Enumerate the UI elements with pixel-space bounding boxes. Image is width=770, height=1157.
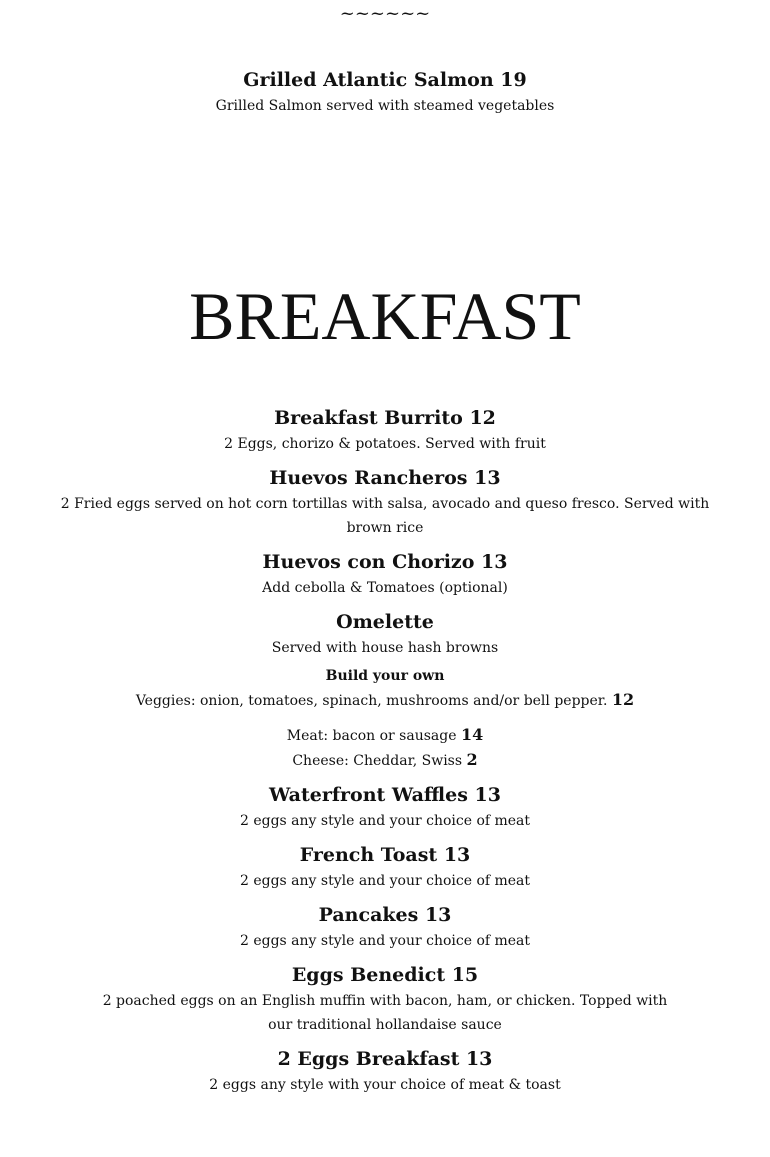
option-price: 12 <box>611 690 635 709</box>
omelette-option-cheese <box>0 748 770 773</box>
item-description: 2 eggs any style with your choice of meat & toast <box>209 1077 561 1093</box>
item-title: Huevos con Chorizo 13 <box>262 551 508 573</box>
item-title: Eggs Benedict 15 <box>291 964 479 986</box>
item-title: Omelette <box>336 611 434 633</box>
item-title: Huevos Rancheros 13 <box>269 467 501 489</box>
breakfast-list <box>0 404 770 1105</box>
item-title: Waterfront Waffles 13 <box>269 784 501 806</box>
menu-item-omelette <box>0 608 770 773</box>
item-title: 2 Eggs Breakfast 13 <box>277 1048 493 1070</box>
option-text: Cheese: Cheddar, Swiss <box>292 753 463 769</box>
option-price: 14 <box>460 725 484 744</box>
item-description: 2 Fried eggs served on hot corn tortillas with salsa, avocado and queso fresco. Served with brown rice <box>60 496 710 536</box>
build-your-own-heading: Build your own <box>325 668 445 684</box>
menu-item-huevos-con-chorizo <box>0 548 770 600</box>
option-price: 2 <box>466 750 478 769</box>
menu-item-huevos-rancheros <box>0 464 770 540</box>
salmon-item <box>0 66 770 118</box>
omelette-option-veggies <box>0 688 770 713</box>
item-description: 2 eggs any style and your choice of meat <box>239 933 531 949</box>
option-text: Meat: bacon or sausage <box>286 728 457 744</box>
menu-item-breakfast-burrito <box>0 404 770 456</box>
item-title: French Toast 13 <box>299 844 471 866</box>
menu-item-two-eggs-breakfast <box>0 1045 770 1097</box>
item-description: Grilled Salmon served with steamed vegetables <box>215 98 555 114</box>
menu-item-french-toast <box>0 841 770 893</box>
item-description: 2 eggs any style and your choice of meat <box>239 813 531 829</box>
item-description: 2 poached eggs on an English muffin with bacon, ham, or chicken. Topped with our traditional hollandaise sauce <box>102 993 668 1033</box>
omelette-option-meat <box>0 723 770 748</box>
divider: ~~~~~~ <box>339 3 431 24</box>
option-text: Veggies: onion, tomatoes, spinach, mushrooms and/or bell pepper. <box>135 693 608 709</box>
item-description: Served with house hash browns <box>271 640 499 656</box>
item-title: Grilled Atlantic Salmon 19 <box>243 69 527 91</box>
item-description: Add cebolla & Tomatoes (optional) <box>262 580 508 596</box>
item-title: Breakfast Burrito 12 <box>274 407 496 429</box>
section-title: BREAKFAST <box>189 278 581 354</box>
menu-item-waterfront-waffles <box>0 781 770 833</box>
menu-item-eggs-benedict <box>0 961 770 1037</box>
item-title: Pancakes 13 <box>318 904 452 926</box>
item-description: 2 Eggs, chorizo & potatoes. Served with fruit <box>224 436 546 452</box>
item-description: 2 eggs any style and your choice of meat <box>239 873 531 889</box>
menu-item-pancakes <box>0 901 770 953</box>
